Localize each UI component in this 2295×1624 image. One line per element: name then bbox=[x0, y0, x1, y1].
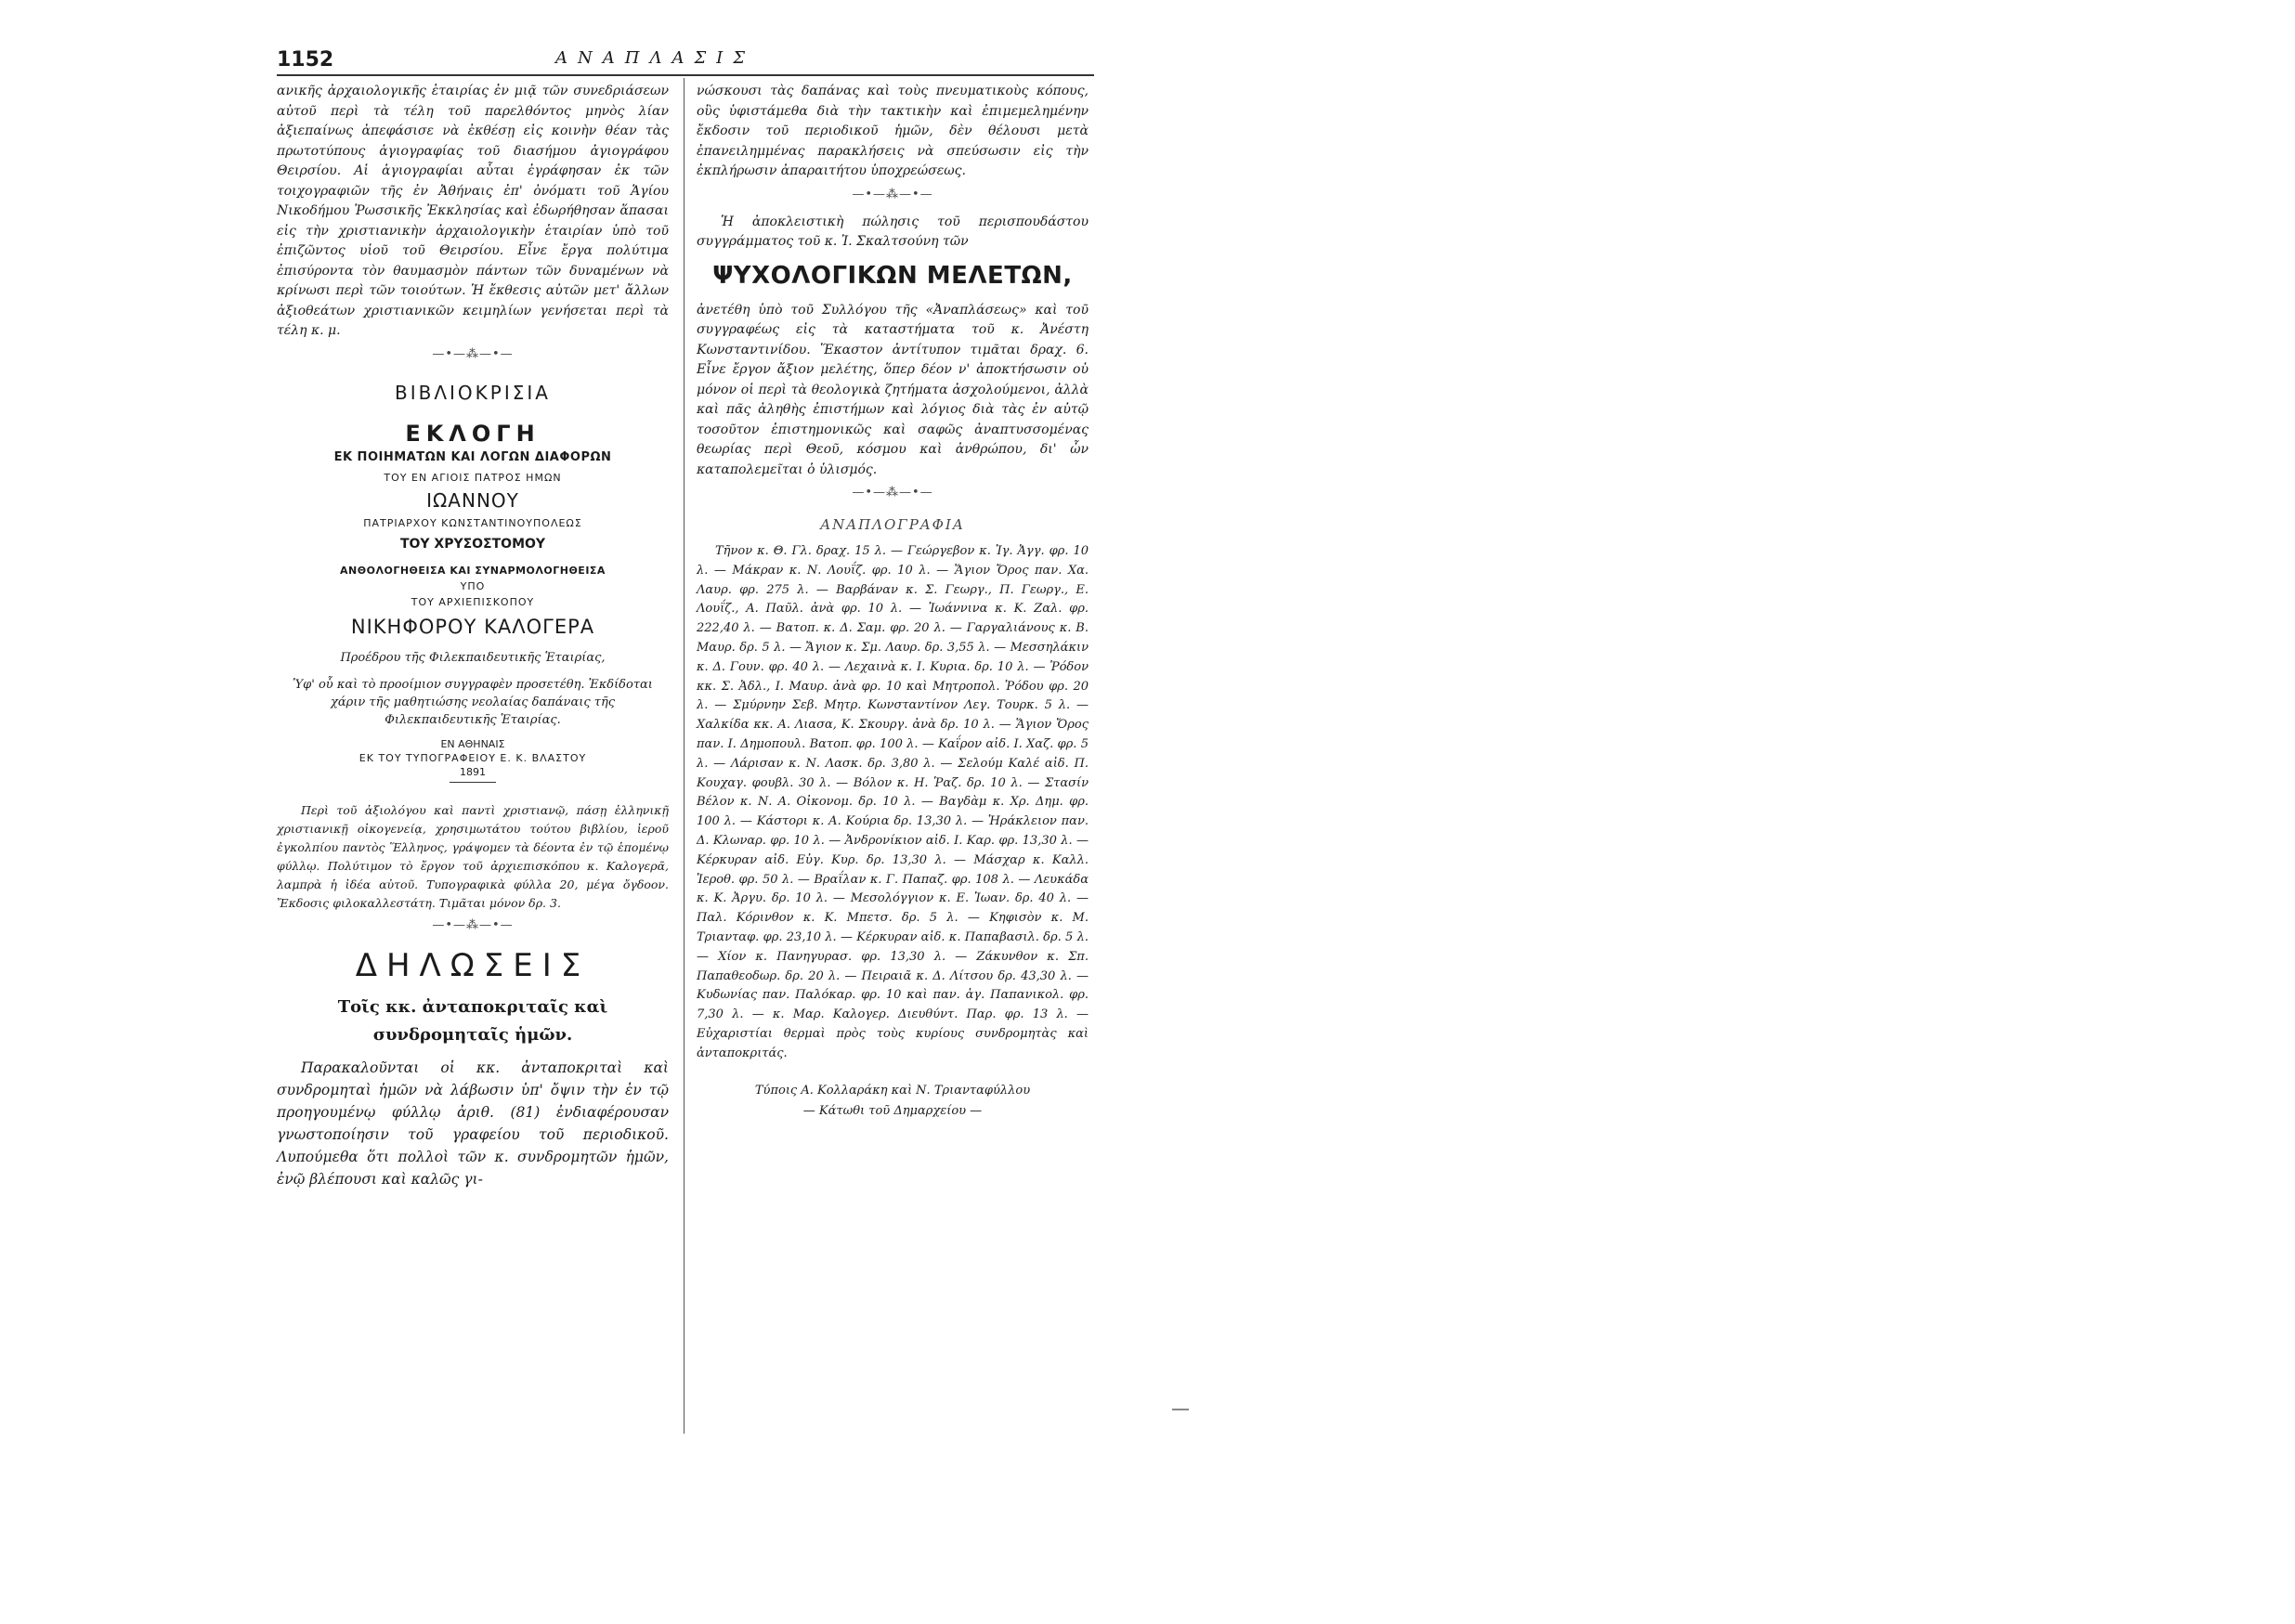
page-number: 1152 bbox=[277, 48, 334, 71]
declarations-text: Παρακαλοῦνται οἱ κκ. ἀνταποκριταὶ καὶ συνδρομηταὶ ἡμῶν νὰ λάβωσιν ὑπ' ὄψιν τὴν ἐν τῷ προηγουμένῳ φύλλῳ ἀριθ. (81) ἐνδιαφέρουσαν γνωστοποίησιν τοῦ γραφείου τοῦ περιοδικοῦ. Λυπούμεθα ὅτι πολλοὶ τῶν κ. συνδρομητῶν ἡμῶν, ἐνῷ βλέπουσι καὶ καλῶς γι- bbox=[277, 1059, 669, 1188]
review-text: Περὶ τοῦ ἀξιολόγου καὶ παντὶ χριστιανῷ, πάσῃ ἑλληνικῇ χριστιανικῇ οἰκογενείᾳ, χρησιμωτάτου τούτου βιβλίου, ἱεροῦ ἐγκολπίου παντὸς Ἕλληνος, γράψομεν τὰ δέοντα ἐν τῷ ἑπομένῳ φύλλῳ. Πολύτιμον τὸ ἔργον τοῦ ἀρχιεπισκόπου κ. Καλογερᾶ, λαμπρὰ ἡ ἰδέα αὐτοῦ. Τυπογραφικὰ φύλλα 20, μέγα ὄγδοον. Ἔκδοσις φιλοκαλλεστάτη. Τιμᾶται μόνον δρ. 3. bbox=[277, 802, 669, 910]
opening-paragraph: ανικῆς ἀρχαιολογικῆς ἑταιρίας ἐν μιᾷ τῶν συνεδριάσεων αὐτοῦ περὶ τὰ τέλη τοῦ παρελθόντος μηνὸς λίαν ἀξιεπαίνως ἀπεφάσισε νὰ ἐκθέσῃ εἰς κοινὴν θέαν τὰς πρωτοτύπους ἁγιογραφίας τοῦ διασήμου ἁγιογράφου Θειρσίου. Αἱ ἁγιογραφίαι αὗται ἐγράφησαν ἐκ τῶν τοιχογραφιῶν τῆς ἐν Ἀθήναις ἐπ' ὀνόματι τοῦ Ἁγίου Νικοδήμου Ῥωσσικῆς Ἐκκλησίας καὶ ἐδωρήθησαν ἅπασαι εἰς τὴν χριστιανικὴν ἀρχαιολογικὴν ἑταιρίαν ὑπὸ τοῦ ἐπιζῶντος υἱοῦ τοῦ Θειρσίου. Εἶνε ἔργα πολύτιμα ἐπισύροντα τὸν θαυμασμὸν πάντων τῶν δυναμένων νὰ κρίνωσι περὶ τῶν τοιούτων. Ἡ ἔκθεσις αὐτῶν μετ' ἄλλων ἀξιοθεάτων χριστιανικῶν κειμηλίων γενήσεται περὶ τὰ τέλη κ. μ. bbox=[277, 84, 669, 338]
book-note: Ὑφ' οὗ καὶ τὸ προοίμιον συγγραφὲν προσετέθη. Ἐκδίδοται χάριν τῆς μαθητιώσης νεολαίας δαπάναις τῆς Φιλεκπαιδευτικῆς Ἑταιρίας. bbox=[293, 677, 653, 727]
right-column bbox=[697, 82, 1089, 1122]
section-title: ΒΙΒΛΙΟΚΡΙΣΙΑ bbox=[395, 381, 551, 404]
newspaper-page bbox=[277, 45, 1094, 1437]
book-line: ΤΟΥ ΕΝ ΑΓΙΟΙΣ ΠΑΤΡΟΣ ΗΜΩΝ bbox=[384, 471, 562, 484]
declarations-subtitle: Τοῖς κκ. ἀνταποκριταῖς καὶ συνδρομηταῖς ἡμῶν. bbox=[337, 996, 608, 1045]
ornament-divider: —•—⁂—•— bbox=[432, 346, 514, 361]
book-printer: ΕΚ ΤΟΥ ΤΥΠΟΓΡΑΦΕΙΟΥ Ε. Κ. ΒΛΑΣΤΟΥ bbox=[359, 751, 587, 764]
book-line: ΠΑΤΡΙΑΡΧΟΥ ΚΩΝΣΤΑΝΤΙΝΟΥΠΟΛΕΩΣ bbox=[363, 516, 582, 529]
book-line: ΥΠΟ bbox=[460, 579, 486, 592]
book-editor-title: Προέδρου τῆς Φιλεκπαιδευτικῆς Ἑταιρίας, bbox=[340, 650, 606, 665]
announcement-intro: Ἡ ἀποκλειστικὴ πώλησις τοῦ περισπουδάστου συγγράμματος τοῦ κ. Ἰ. Σκαλτσούνη τῶν bbox=[697, 214, 1089, 249]
book-line: ΤΟΥ ΧΡΥΣΟΣΤΟΜΟΥ bbox=[399, 536, 546, 552]
short-rule bbox=[450, 782, 496, 783]
column-divider bbox=[684, 78, 685, 1434]
scan-edge-mark bbox=[1172, 1409, 1189, 1410]
header-rule bbox=[277, 74, 1094, 76]
book-line: ΑΝΘΟΛΟΓΗΘΕΙΣΑ ΚΑΙ ΣΥΝΑΡΜΟΛΟΓΗΘΕΙΣΑ bbox=[340, 564, 606, 577]
book-title: ΕΚΛΟΓΗ bbox=[405, 420, 541, 447]
book-review bbox=[277, 382, 669, 913]
ornament-divider: —•—⁂—•— bbox=[432, 917, 514, 932]
printer-line: Τύποις Α. Κολλαράκη καὶ Ν. Τριανταφύλλου bbox=[754, 1083, 1031, 1098]
continuation-text: νώσκουσι τὰς δαπάνας καὶ τοὺς πνευματικοὺς κόπους, οὓς ὑφιστάμεθα διὰ τὴν τακτικὴν καὶ ἐπιμεμελημένην ἔκδοσιν τοῦ περιοδικοῦ ἡμῶν, δὲν θέλουσι μετὰ ἐπανειλημμένας παρακλήσεις νὰ σπεύσωσιν εἰς τὴν ἐκπλήρωσιν ἀπαραιτήτου ὑποχρεώσεως. bbox=[697, 84, 1089, 178]
ornament-divider: —•—⁂—•— bbox=[852, 187, 933, 201]
book-year: 1891 bbox=[460, 765, 486, 778]
book-author: ΙΩΑΝΝΟΥ bbox=[426, 488, 519, 512]
receipts-list: Τῆνον κ. Θ. Γλ. δραχ. 15 λ. — Γεώργεβον κ. Ἰγ. Ἀγγ. φρ. 10 λ. — Μάκραν κ. Ν. Λουΐζ. φρ. 10 λ. — Ἅγιον Ὄρος παν. Χα. Λαυρ. φρ. 275 λ. — Βαρβάναν κ. Σ. Γεωργ., Π. Γεωργ., Ε. Λουΐζ., Α. Παῦλ. ἀνὰ φρ. 10 λ. — Ἰωάννινα κ. Κ. Ζαλ. φρ. 222,40 λ. — Βατοπ. κ. Δ. Σαμ. φρ. 20 λ. — Γαργαλιάνους κ. Β. Μαυρ. δρ. 5 λ. — Ἄγιον κ. Σμ. Λαυρ. δρ. 3,55 λ. — Μεσσηλάκιν κ. Δ. Γουν. φρ. 40 λ. — Λεχαινὰ κ. Ι. Κυρια. δρ. 10 λ. — Ῥόδον κκ. Σ. Ἀδλ., Ι. Μαυρ. ἀνὰ φρ. 10 καὶ Μητροπολ. Ῥόδου φρ. 20 λ. — Σμύρνην Σεβ. Μητρ. Κωνσταντίνον Λεγ. Τουρκ. 5 λ. — Χαλκίδα κκ. Α. Λιασα, Κ. Σκουργ. ἀνὰ δρ. 10 λ. — Ἅγιον Ὄρος παν. Ι. Δημοπουλ. Βατοπ. φρ. 100 λ. — Καΐρον αἰδ. Ι. Χαζ. φρ. 5 λ. — Λάρισαν κ. Ν. Λασκ. δρ. 3,80 λ. — Σελούμ Καλέ αἰδ. Π. Κουχαγ. φουβλ. 30 λ. — Βόλον κ. Η. Ῥαζ. δρ. 10 λ. — Στασίν Βέλον κ. Ν. Α. Οἰκονομ. δρ. 10 λ. — Βαγδὰμ κ. Χρ. Δημ. φρ. 100 λ. — Κάστορι κ. Α. Κούρια δρ. 13,30 λ. — Ἡράκλειον παν. Δ. Κλωναρ. φρ. 10 λ. — Ἀνδρονίκιον αἰδ. Ι. Καρ. φρ. 13,30 λ. — Κέρκυραν αἰδ. Εὐγ. Κυρ. δρ. 13,30 λ. — Μάσχαρ κ. Καλλ. Ἱεροθ. φρ. 50 λ. — Βραΐλαν κ. Γ. Παπαζ. φρ. 108 λ. — Λευκάδα κ. Κ. Ἀργυ. δρ. 10 λ. — Μεσολόγγιον κ. Ε. Ἰωαν. δρ. 40 λ. — Παλ. Κόρινθον κ. Κ. Μπετσ. δρ. 5 λ. — Κηφισὸν κ. Μ. Τριανταφ. φρ. 23,10 λ. — Κέρκυραν αἰδ. κ. Παπαβασιλ. δρ. 5 λ. — Χίον κ. Πανηγυρασ. φρ. 13,30 λ. — Ζάκυνθον κ. Σπ. Παπαθεοδωρ. δρ. 20 λ. — Πειραιᾶ κ. Δ. Λίτσου δρ. 43,30 λ. — Κυδωνίας παν. Παλόκαρ. φρ. 10 καὶ παν. ἁγ. Παπανικολ. φρ. 7,30 λ. — κ. Μαρ. Καλογερ. Διευθύντ. Παρ. φρ. 13 λ. — Εὐχαριστίαι θερμαὶ πρὸς τοὺς κυρίους συνδρομητὰς καὶ ἀνταποκριτάς. bbox=[697, 544, 1089, 1060]
page-header bbox=[277, 45, 1094, 78]
book-subtitle: ΕΚ ΠΟΙΗΜΑΤΩΝ ΚΑΙ ΛΟΓΩΝ ΔΙΑΦΟΡΩΝ bbox=[333, 449, 612, 464]
declarations bbox=[277, 947, 669, 1190]
left-column bbox=[277, 82, 669, 1190]
receipts-title: ΑΝΑΠΛΟΓΡΑΦΙΑ bbox=[820, 516, 965, 533]
ornament-divider: —•—⁂—•— bbox=[852, 486, 933, 500]
announcement-text: ἀνετέθη ὑπὸ τοῦ Συλλόγου τῆς «Ἀναπλάσεως» καὶ τοῦ συγγραφέως εἰς τὰ καταστήματα τοῦ κ. Ἀνέστη Κωνσταντινίδου. Ἕκαστον ἀντίτυπον τιμᾶται δραχ. 6. Εἶνε ἔργον ἄξιον μελέτης, ὅπερ δέον ν' ἀποκτήσωσιν οὐ μόνον οἱ περὶ τὰ θεολογικὰ ζητήματα ἀσχολούμενοι, ἀλλὰ καὶ πᾶς ἀληθὴς ἐπιστήμων καὶ λόγιος διὰ τὰς ἐν αὐτῷ τοσοῦτον ἐπιστημονικῶς καὶ σαφῶς ἀναπτυσσομένας θεωρίας περὶ Θεοῦ, κόσμου καὶ ἀνθρώπου, δι' ὧν καταπολεμεῖται ὁ ὑλισμός. bbox=[697, 302, 1089, 477]
book-editor: ΝΙΚΗΦΟΡΟΥ ΚΑΛΟΓΕΡΑ bbox=[350, 615, 595, 638]
printer-address: — Κάτωθι τοῦ Δημαρχείου — bbox=[802, 1103, 983, 1118]
announcement-title: ΨΥΧΟΛΟΓΙΚΩΝ ΜΕΛΕΤΩΝ, bbox=[712, 261, 1073, 290]
book-line: ΤΟΥ ΑΡΧΙΕΠΙΣΚΟΠΟΥ bbox=[411, 595, 535, 608]
journal-title: ΑΝΑΠΛΑΣΙΣ bbox=[555, 48, 756, 68]
declarations-title: ΔΗΛΩΣΕΙΣ bbox=[355, 946, 591, 984]
book-place: ΕΝ ΑΘΗΝΑΙΣ bbox=[440, 737, 505, 750]
